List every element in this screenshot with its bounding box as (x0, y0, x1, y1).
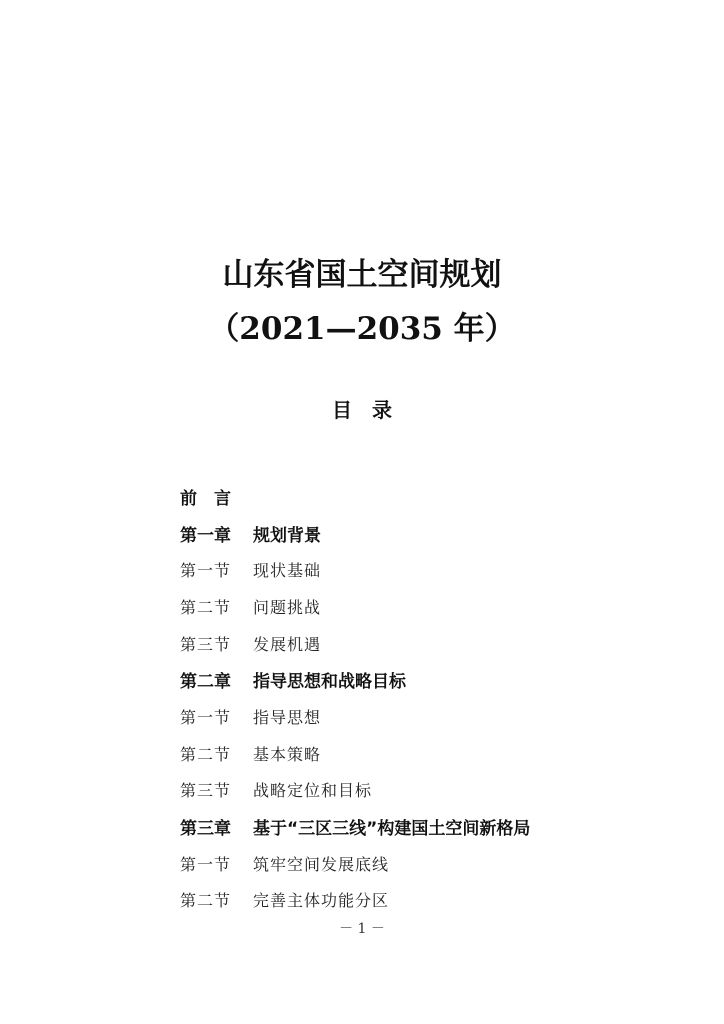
toc-item-label: 第二节 (180, 744, 232, 764)
toc-item-section[interactable] (180, 882, 680, 919)
toc-item-text: 完善主体功能分区 (253, 891, 390, 911)
toc-heading: 目 录 (332, 398, 392, 422)
toc-item-section[interactable] (180, 551, 680, 588)
toc-item-section[interactable] (180, 735, 680, 772)
toc-item-label: 第一节 (180, 561, 232, 581)
toc-item-label: 第二节 (180, 891, 232, 911)
document-period: （2021—2035 年） (208, 311, 516, 347)
toc-item-section[interactable] (180, 588, 680, 625)
toc-item-text: 战略定位和目标 (253, 781, 373, 801)
toc-item-section[interactable] (180, 772, 680, 809)
toc-item-text: 筑牢空间发展底线 (253, 854, 390, 874)
toc-item-text: 发展机遇 (253, 634, 322, 654)
toc-item-section[interactable] (180, 698, 680, 735)
toc-item-label: 第二节 (180, 597, 232, 617)
toc-item-chapter-1[interactable] (180, 515, 680, 552)
toc-item-text: 现状基础 (253, 561, 322, 581)
toc-item-section[interactable] (180, 845, 680, 882)
toc-item-preface[interactable] (180, 478, 680, 515)
toc-item-text: 指导思想和战略目标 (253, 672, 406, 693)
toc-item-label: 前 言 (180, 488, 231, 509)
toc-item-text: 基于“三区三线”构建国土空间新格局 (253, 819, 531, 840)
toc-item-label: 第一节 (180, 854, 232, 874)
toc-item-label: 第一节 (180, 707, 232, 727)
table-of-contents (180, 478, 680, 918)
toc-item-text: 指导思想 (253, 707, 322, 727)
toc-item-section[interactable] (180, 625, 680, 662)
toc-item-text: 基本策略 (253, 744, 322, 764)
toc-item-chapter-2[interactable] (180, 661, 680, 698)
toc-item-label: 第一章 (180, 525, 231, 546)
toc-item-label: 第三章 (180, 819, 231, 840)
toc-item-text: 规划背景 (253, 525, 321, 546)
toc-item-text: 问题挑战 (253, 597, 322, 617)
document-title: 山东省国土空间规划 (222, 257, 502, 293)
toc-item-label: 第三节 (180, 634, 232, 654)
page-number: － 1 － (339, 921, 385, 937)
toc-item-label: 第三节 (180, 781, 232, 801)
toc-item-chapter-3[interactable] (180, 808, 680, 845)
toc-item-label: 第二章 (180, 672, 231, 693)
